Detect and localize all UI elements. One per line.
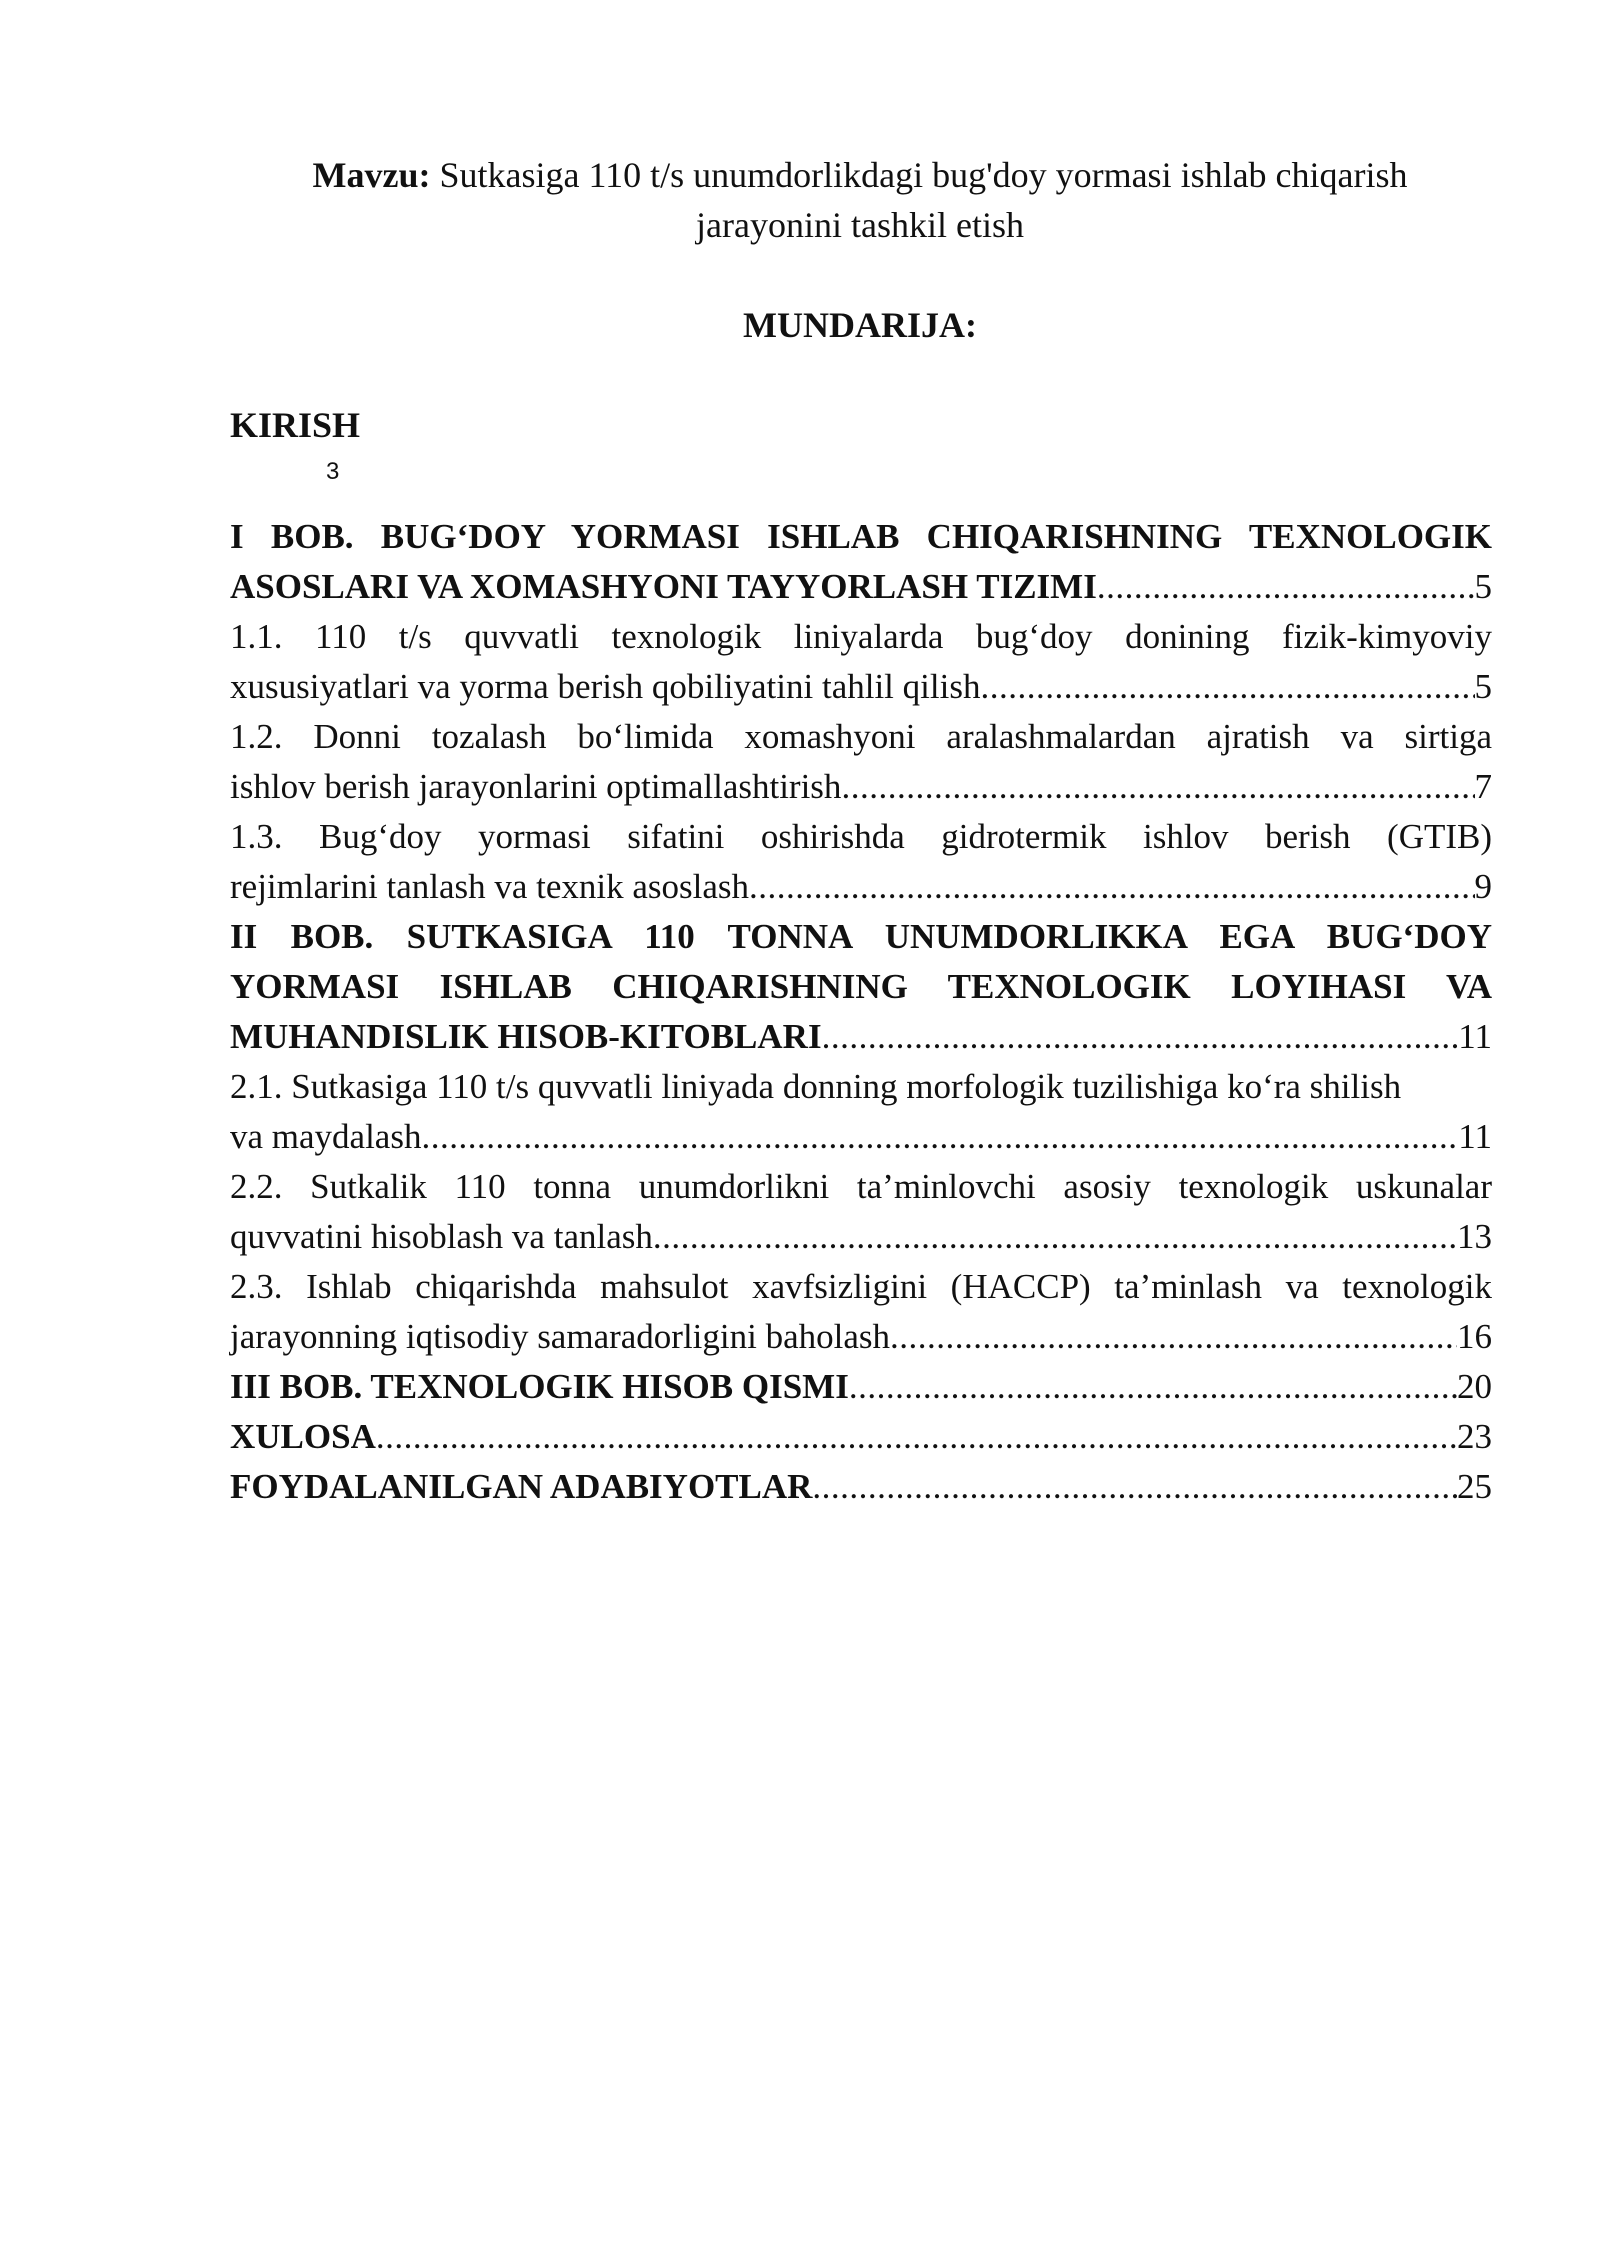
toc-leader-dots	[841, 762, 1474, 812]
toc-entry-first-line: I BOB. BUG‘DOY YORMASI ISHLAB CHIQARISHNING TEXNOLOGIK	[230, 517, 1492, 556]
toc-entry-text: rejimlarini tanlash va texnik asoslash	[230, 867, 750, 906]
toc-page-number: 11	[1458, 1117, 1492, 1156]
toc-entry-first-line: 1.1. 110 t/s quvvatli texnologik liniyalarda bug‘doy donining fizik-kimyoviy	[230, 617, 1492, 656]
toc-page-number: 7	[1474, 767, 1492, 806]
toc-page-number: 9	[1474, 867, 1492, 906]
toc-entry-last-line	[230, 1312, 1492, 1362]
toc-leader-dots	[421, 1112, 1458, 1162]
toc-leader-dots	[890, 1312, 1457, 1362]
toc-leader-dots	[1097, 562, 1475, 612]
toc-leader-dots	[980, 662, 1474, 712]
toc-leader-dots	[812, 1462, 1457, 1512]
toc-entry-last-line	[230, 1412, 1492, 1462]
topic-label: Mavzu:	[312, 155, 431, 195]
toc-entry-text: FOYDALANILGAN ADABIYOTLAR	[230, 1467, 813, 1506]
toc-entry-chapter-2	[230, 912, 1492, 1062]
toc-intro-title: KIRISH	[230, 405, 361, 445]
toc-leader-dots	[822, 1012, 1459, 1062]
toc-page-number: 13	[1457, 1217, 1492, 1256]
toc-heading: MUNDARIJA:	[743, 305, 977, 345]
toc-entry-first-line: 1.2. Donni tozalash bo‘limida xomashyoni aralashmalardan ajratish va sirtiga	[230, 717, 1492, 756]
toc-page-number: 16	[1457, 1317, 1492, 1356]
toc-entry-conclusion	[230, 1412, 1492, 1462]
toc-entry-chapter-3	[230, 1362, 1492, 1412]
toc-entry-last-line	[230, 562, 1492, 612]
toc-page-number: 25	[1457, 1467, 1492, 1506]
toc-intro-page: 3	[326, 458, 340, 485]
toc-entry-first-lines: II BOB. SUTKASIGA 110 TONNA UNUMDORLIKKA EGA BUG‘DOY YORMASI ISHLAB CHIQARISHNING TEXNOLOGIK LOYIHASI VA	[230, 917, 1492, 1006]
toc-entry-last-line	[230, 1012, 1492, 1062]
toc-leader-dots	[376, 1412, 1457, 1462]
toc-leader-dots	[749, 862, 1474, 912]
toc-entry-first-line: 2.2. Sutkalik 110 tonna unumdorlikni ta’minlovchi asosiy texnologik uskunalar	[230, 1167, 1492, 1206]
toc-entry-1-2	[230, 712, 1492, 812]
toc-entry-text: ishlov berish jarayonlarini optimallashtirish	[230, 767, 842, 806]
toc-entry-first-line: 1.3. Bug‘doy yormasi sifatini oshirishda gidrotermik ishlov berish (GTIB)	[230, 817, 1492, 856]
toc-page-number: 5	[1474, 667, 1492, 706]
toc-entry-last-line	[230, 1462, 1492, 1512]
toc-entry-2-1	[230, 1062, 1492, 1162]
toc-entry-last-line	[230, 1212, 1492, 1262]
toc-entry-first-line: 2.1. Sutkasiga 110 t/s quvvatli liniyada donning morfologik tuzilishiga ko‘ra shilish	[230, 1067, 1402, 1106]
toc-leader-dots	[849, 1362, 1457, 1412]
toc-entry-chapter-1	[230, 512, 1492, 612]
toc-page-number: 5	[1474, 567, 1492, 606]
topic-line-1: Sutkasiga 110 t/s unumdorlikdagi bug'doy yormasi ishlab chiqarish	[439, 155, 1408, 195]
toc-entry-2-2	[230, 1162, 1492, 1262]
toc-entry-text: III BOB. TEXNOLOGIK HISOB QISMI	[230, 1367, 849, 1406]
toc-entry-last-line	[230, 1362, 1492, 1412]
toc-page-number: 11	[1458, 1017, 1492, 1056]
topic-block	[230, 150, 1490, 250]
toc-entry-first-line: 2.3. Ishlab chiqarishda mahsulot xavfsizligini (HACCP) ta’minlash va texnologik	[230, 1267, 1492, 1306]
toc-entry-1-1	[230, 612, 1492, 712]
toc-entry-text: jarayonning iqtisodiy samaradorligini baholash	[230, 1317, 891, 1356]
toc-entry-text: MUHANDISLIK HISOB-KITOBLARI	[230, 1017, 822, 1056]
toc-entry-text: quvvatini hisoblash va tanlash	[230, 1217, 653, 1256]
toc-page-number: 20	[1457, 1367, 1492, 1406]
toc-entry-last-line	[230, 662, 1492, 712]
toc-page-number: 23	[1457, 1417, 1492, 1456]
toc-entry-references	[230, 1462, 1492, 1512]
toc-entry-last-line	[230, 762, 1492, 812]
toc-entry-last-line	[230, 862, 1492, 912]
toc-entry-2-3	[230, 1262, 1492, 1362]
toc-leader-dots	[653, 1212, 1457, 1262]
toc-entry-text: ASOSLARI VA XOMASHYONI TAYYORLASH TIZIMI	[230, 567, 1097, 606]
table-of-contents	[230, 512, 1492, 1512]
toc-entry-text: xususiyatlari va yorma berish qobiliyatini tahlil qilish	[230, 667, 981, 706]
toc-entry-text: va maydalash	[230, 1117, 422, 1156]
toc-entry-text: XULOSA	[230, 1417, 376, 1456]
topic-line-2: jarayonini tashkil etish	[696, 205, 1024, 245]
toc-entry-last-line	[230, 1112, 1492, 1162]
toc-entry-1-3	[230, 812, 1492, 912]
